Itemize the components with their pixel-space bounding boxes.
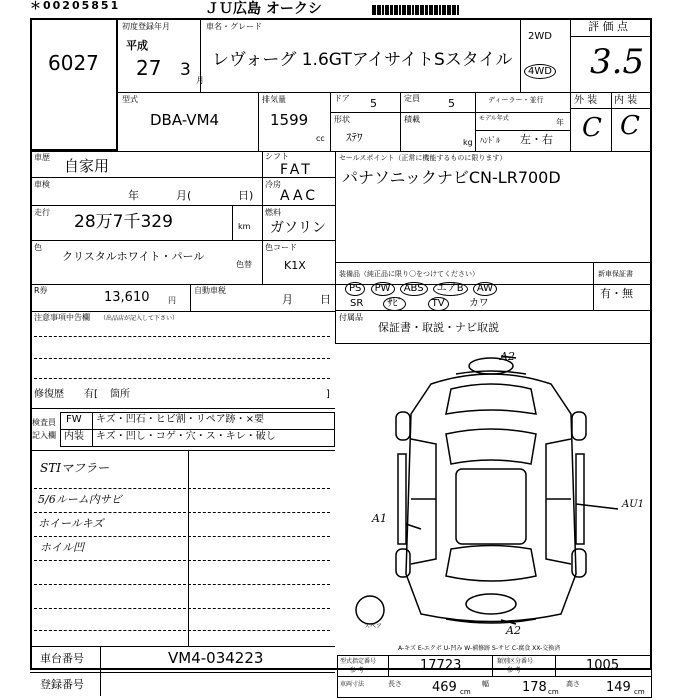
car-left-doors	[411, 439, 436, 564]
shaken-label: 車検	[34, 180, 50, 189]
capacity-label: 定員	[404, 94, 420, 103]
mileage-label: 走行	[34, 208, 50, 217]
exterior-value: C	[582, 113, 602, 143]
shift-value: FAT	[280, 162, 313, 178]
tax-day: 日	[320, 293, 331, 306]
accessories-value: 保証書・取説・ナビ取説	[378, 321, 499, 334]
car-right-doors	[546, 439, 571, 564]
remarks-label: 注意事項中告欄	[34, 313, 90, 322]
type-approval-value: 17723	[420, 658, 462, 673]
barcode	[372, 0, 460, 11]
note-2: 5/6ルーム内サビ	[38, 493, 122, 506]
wheel-fl	[396, 412, 410, 440]
drive-2wd: 2WD	[528, 31, 552, 42]
equipment-label: 装備品（純正品に限り〇をつけてください）	[339, 270, 479, 278]
wheel-fr	[572, 412, 586, 440]
dealer-label: ディーラー・並行	[488, 96, 544, 104]
diagram-mark-left: A1	[372, 512, 387, 525]
mileage-value: 28万7千329	[74, 212, 173, 232]
color-label: 色	[34, 243, 42, 252]
grade-value: 3.5	[590, 42, 645, 82]
lot-box	[30, 18, 118, 151]
first-reg-month-unit: 月	[196, 76, 204, 85]
equip-sr: SR	[350, 298, 364, 309]
handle-label: ﾊﾝﾄﾞﾙ	[480, 136, 500, 145]
equip-airbag: エアB	[433, 282, 468, 296]
repair-value: 有[	[84, 389, 98, 400]
equip-leather: カワ	[468, 298, 489, 309]
drive-4wd: 4WD	[524, 64, 556, 79]
inspector-label-1: 検査員	[32, 418, 56, 427]
doors-value: 5	[370, 97, 377, 110]
car-body-outline	[406, 374, 576, 622]
displacement-unit: cc	[316, 134, 325, 143]
repair-close: ]	[326, 389, 330, 400]
first-reg-label: 初度登録年月	[122, 22, 170, 31]
registration-label: 登録番号	[40, 678, 84, 691]
recycle-value: 13,610	[104, 290, 150, 305]
diagram-mark-top: A2	[500, 350, 515, 363]
shaken-month: 月(	[176, 189, 192, 202]
class-number-label: 類別区分番号	[497, 658, 534, 665]
equip-pw: PW	[371, 282, 395, 296]
usage-label: 車歴	[34, 153, 50, 162]
usage-value: 自家用	[64, 157, 110, 175]
first-reg-era: 平成	[126, 39, 148, 52]
tax-month: 月	[282, 293, 293, 306]
fuel-value: ガソリン	[270, 220, 326, 236]
load-unit: kg	[463, 138, 473, 147]
diagram-mark-bottom: A2	[506, 624, 521, 637]
model-year-label: モデル年式	[479, 115, 509, 122]
aircon-label: 冷房	[265, 180, 281, 189]
type-value: DBA-VM4	[150, 111, 220, 129]
shaken-year: 年	[128, 189, 139, 202]
displacement-label: 排気量	[262, 95, 286, 104]
shape-value: ｽﾃﾜ	[346, 131, 363, 144]
inspector-row1-cat: FW	[66, 414, 82, 425]
shift-label: シフト	[265, 152, 289, 161]
capacity-value: 5	[448, 97, 455, 110]
color-code-value: K1X	[284, 259, 306, 272]
equipment-row1	[344, 282, 498, 296]
diagram-mark-right: AU1	[622, 499, 645, 510]
dims-width: 178	[522, 680, 547, 695]
recycle-label: R券	[34, 286, 48, 295]
dims-width-unit: cm	[548, 688, 559, 696]
dims-width-label: 幅	[482, 680, 489, 688]
first-reg-month: 3	[180, 60, 191, 80]
dims-height: 149	[606, 680, 631, 695]
handle-value: 左・右	[520, 133, 553, 146]
color-code-label: 色コード	[265, 243, 297, 252]
type-approval-label: 型式指定番号	[340, 658, 377, 665]
dims-label: 車両寸法	[340, 681, 365, 688]
color-value: クリスタルホワイト・パール	[62, 250, 205, 263]
class-number-sub: 参 考	[507, 667, 521, 674]
wheel-rr	[572, 549, 586, 577]
remarks-note: （出品店が記入して下さい）	[100, 315, 179, 322]
note-3: ホイールキズ	[38, 517, 104, 530]
chassis-label: 車台番号	[40, 652, 84, 665]
first-reg-year: 27	[136, 56, 162, 80]
car-rear-window	[446, 546, 536, 582]
rear-circle	[466, 594, 516, 614]
new-warranty-value: 有・無	[600, 287, 633, 300]
dims-length: 469	[432, 680, 457, 695]
repair-unit: 箇所	[110, 389, 130, 400]
doors-label: ドア	[334, 94, 350, 103]
equip-sabi: ｻﾋﾞ	[383, 297, 406, 311]
inspector-row2-cat: 内装	[64, 431, 84, 442]
inspector-label-2: 記入欄	[32, 431, 56, 440]
dims-length-unit: cm	[460, 688, 471, 696]
interior-label: 内 装	[614, 95, 638, 106]
class-number-value: 1005	[586, 658, 620, 673]
car-diagram	[336, 344, 652, 644]
new-warranty-label: 新車保証書	[598, 270, 633, 278]
equipment-row2	[350, 297, 489, 311]
recycle-unit: 円	[168, 296, 176, 305]
sales-point-value: パナソニックナビCN-LR700D	[342, 168, 561, 187]
load-label: 積載	[404, 115, 420, 124]
tax-label: 自動車税	[194, 286, 226, 295]
dims-height-label: 高さ	[566, 680, 580, 688]
exterior-label: 外 装	[574, 95, 598, 106]
header-left: ＊00205851	[30, 0, 121, 12]
equip-abs: ABS	[400, 282, 428, 296]
repair-label: 修復歴	[34, 389, 64, 400]
dims-height-unit: cm	[634, 688, 645, 696]
equip-ps: PS	[345, 282, 365, 296]
equip-aw: AW	[473, 282, 497, 296]
spare-tire	[356, 596, 384, 624]
displacement-value: 1599	[270, 111, 309, 129]
accessories-label: 付属品	[339, 313, 363, 322]
dims-length-label: 長さ	[388, 680, 402, 688]
interior-value: C	[620, 111, 640, 141]
shaken-day: 日)	[238, 189, 254, 202]
inspector-row1: キズ・凹石・ヒビ割・リペア跡・×要	[96, 414, 264, 425]
inspector-row2: キズ・凹し・コゲ・穴・ス・キレ・破し	[96, 431, 276, 442]
aircon-value: AAC	[280, 188, 319, 204]
model-year-unit: 年	[556, 118, 564, 127]
wheel-rl	[396, 549, 410, 577]
chassis-value: VM4-034223	[168, 649, 264, 667]
fuel-label: 燃料	[265, 208, 281, 217]
type-label: 型式	[122, 95, 138, 104]
model-label: 車名・グレード	[206, 22, 262, 31]
type-approval-sub: 参 考	[350, 667, 364, 674]
car-roof	[456, 469, 526, 544]
car-hood	[446, 384, 536, 414]
shape-label: 形状	[334, 115, 350, 124]
model-name: レヴォーグ 1.6GTアイサイトSスタイル	[212, 50, 513, 70]
car-windshield	[446, 429, 536, 464]
repaint-label: 色替	[236, 260, 252, 269]
note-4: ホイル凹	[40, 541, 84, 554]
equip-tv: TV	[428, 297, 449, 311]
note-1: STIマフラー	[40, 461, 109, 475]
lot-number: 6027	[48, 51, 99, 75]
sales-point-label: セールスポイント（正常に機能するものに限ります）	[339, 154, 507, 162]
damage-legend: A-キズ E-エクボ U-凹み W-補修跡 S-サビ C-腐食 XX-交換済	[398, 645, 561, 652]
header-center: ＪＵ広島 オークシ	[205, 1, 322, 17]
spare-label: スペア	[364, 623, 383, 630]
mileage-unit: km	[238, 222, 251, 231]
grade-label: 評 価 点	[588, 20, 628, 33]
